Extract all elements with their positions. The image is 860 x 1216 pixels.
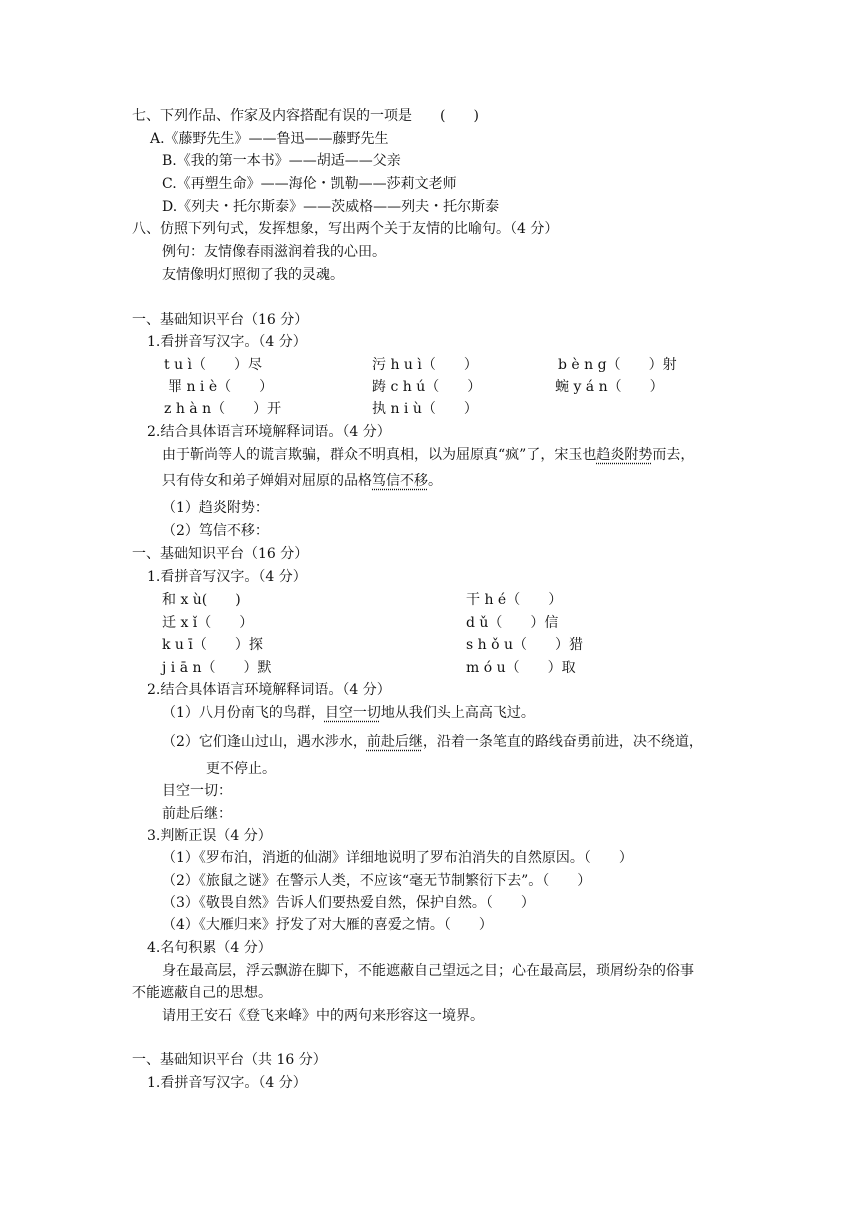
q7-option-b: B.《我的第一本书》——胡适——父亲 (162, 153, 401, 169)
sec2-answer-1: 目空一切： (162, 783, 232, 799)
sec1-title: 一、基础知识平台（16 分） (132, 312, 309, 328)
q7-option-d: D.《列夫・托尔斯泰》——茨威格——列夫・托尔斯泰 (162, 199, 500, 215)
sec1-pinyin-1-2: 污 h u ì（ ） (372, 357, 478, 373)
sec2-pinyin-1-2: 干 h é（ ） (466, 592, 563, 608)
q8-example-1: 例句：友情像春雨滋润着我的心田。 (162, 244, 386, 260)
sec1-pinyin-3-1: z h à n（ ）开 (164, 401, 282, 417)
sec3-sub1: 1.看拼音写汉字。（4 分） (147, 1075, 307, 1091)
sec2-sub3: 3.判断正误（4 分） (147, 828, 272, 844)
sec2-pinyin-2-1: 迁 x ǐ（ ） (162, 615, 254, 631)
sec1-paragraph-2-text-b: 。 (428, 473, 442, 489)
sec3-title: 一、基础知识平台（共 16 分） (132, 1052, 327, 1068)
sec2-pinyin-2-2: d ǔ（ ）信 (466, 615, 559, 631)
sec2-sentence-1-text-a: （1）八月份南飞的鸟群， (162, 705, 325, 721)
sec2-pinyin-3-1: k u ī（ ）探 (162, 637, 263, 653)
sec2-pinyin-1-1: 和 x ù( ) (162, 592, 241, 608)
sec1-pinyin-2-1: 罪 n i è（ ） (168, 379, 274, 395)
sec2-answer-2: 前赴后继： (162, 806, 232, 822)
sec2-sentence-2-cont: 更不停止。 (206, 761, 276, 777)
sec2-sub1: 1.看拼音写汉字。（4 分） (147, 569, 307, 585)
sec1-paragraph-2-text-a: 只有侍女和弟子婵娟对屈原的品格 (162, 473, 372, 489)
sec2-sentence-2 (162, 731, 703, 753)
sec1-pinyin-2-2: 踌 c h ú（ ） (372, 379, 482, 395)
sec1-pinyin-1-1: t u ì（ ）尽 (164, 357, 263, 373)
sec1-item-2: （2）笃信不移： (162, 523, 269, 539)
sec2-sub4: 4.名句积累（4 分） (147, 940, 272, 956)
sec2-judge-3: （3）《敬畏自然》告诉人们要热爱自然，保护自然。（ ） (162, 895, 535, 911)
sec2-pinyin-4-1: j i ā n（ ）默 (162, 660, 272, 676)
sec1-item-1: （1）趋炎附势： (162, 500, 269, 516)
sec2-quote-3: 请用王安石《登飞来峰》中的两句来形容这一境界。 (162, 1008, 484, 1024)
sec2-judge-4: （4）《大雁归来》抒发了对大雁的喜爱之情。（ ） (162, 917, 493, 933)
sec1-pinyin-2-3: 蜿 y á n（ ） (555, 379, 664, 395)
sec2-quote-1: 身在最高层，浮云飘游在脚下，不能遮蔽自己望远之目；心在最高层，琐屑纷杂的俗事 (162, 963, 694, 979)
sec1-paragraph-1-text-b: 而去， (652, 447, 695, 463)
sec2-pinyin-4-2: m ó u（ ）取 (466, 660, 576, 676)
sec2-judge-1: （1）《罗布泊，消逝的仙湖》详细地说明了罗布泊消失的自然原因。（ ） (162, 850, 633, 866)
sec1-sub1: 1.看拼音写汉字。（4 分） (147, 334, 307, 350)
emphasized-term-mu-kong-yi-qie: 目空一切 (324, 705, 381, 721)
sec2-quote-2: 不能遮蔽自己的思想。 (132, 985, 272, 1001)
sec2-title: 一、基础知识平台（16 分） (132, 546, 309, 562)
sec2-judge-2: （2）《旅鼠之谜》在警示人类，不应该“毫无节制繁衍下去”。（ ） (162, 873, 592, 889)
q7-question: 七、下列作品、作家及内容搭配有误的一项是 ( ) (132, 108, 479, 124)
sec1-sub2: 2.结合具体语言环境解释词语。（4 分） (147, 424, 391, 440)
emphasized-term-qian-fu-hou-ji: 前赴后继 (366, 734, 423, 750)
sec2-sentence-2-text-a: （2）它们逢山过山，遇水涉水， (162, 734, 367, 750)
q8-example-2: 友情像明灯照彻了我的灵魂。 (162, 267, 344, 283)
sec2-sentence-2-text-b: ，沿着一条笔直的路线奋勇前进，决不绕道， (422, 734, 703, 750)
sec2-sentence-1 (162, 702, 535, 724)
emphasized-term-qu-yan-fu-shi: 趋炎附势 (596, 447, 653, 463)
sec1-pinyin-3-2: 执 n i ù（ ） (372, 401, 478, 417)
sec1-paragraph-1 (162, 444, 694, 466)
sec2-pinyin-3-2: s h ǒ u（ ）猎 (466, 637, 583, 653)
q8-question: 八、仿照下列句式，发挥想象，写出两个关于友情的比喻句。（4 分） (132, 221, 559, 237)
sec2-sub2: 2.结合具体语言环境解释词语。（4 分） (147, 682, 391, 698)
sec1-pinyin-1-3: b è n g（ ）射 (558, 357, 677, 373)
q7-option-a: A.《藤野先生》——鲁迅——藤野先生 (150, 131, 389, 147)
q7-option-c: C.《再塑生命》——海伦・凯勒——莎莉文老师 (162, 176, 457, 192)
sec2-sentence-1-text-b: 地从我们头上高高飞过。 (380, 705, 535, 721)
emphasized-term-du-xin-bu-yi: 笃信不移 (372, 473, 428, 489)
sec1-paragraph-1-text-a: 由于靳尚等人的谎言欺骗，群众不明真相，以为屈原真“疯”了，宋玉也 (162, 447, 597, 463)
sec1-paragraph-2 (162, 470, 442, 492)
